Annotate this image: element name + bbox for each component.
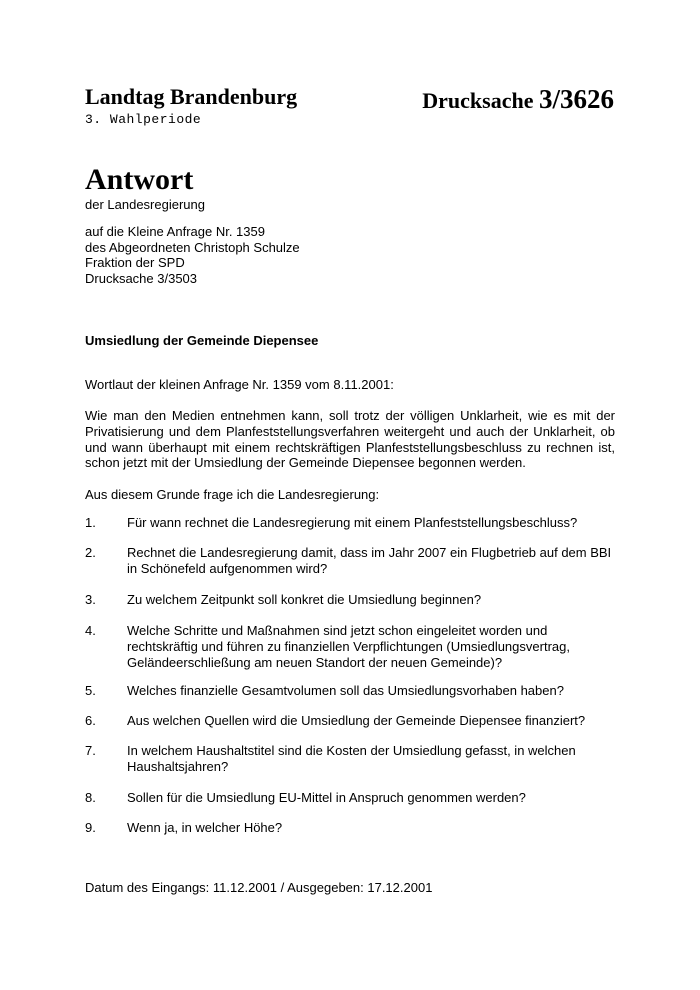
question-text: Aus welchen Quellen wird die Umsiedlung der Gemeinde Diepensee finanziert? xyxy=(127,713,586,728)
question-number: 9. xyxy=(85,820,96,835)
question-number: 6. xyxy=(85,713,96,728)
question-text: Welche Schritte und Maßnahmen sind jetzt schon eingeleitet worden und rechtskräftig und führen zu finanziellen Verpflichtungen (Umsiedlungsvertrag, Geländeerschließung am neuen Standort der neuen Gemeinde)? xyxy=(127,623,570,670)
question-text: Welches finanzielle Gesamtvolumen soll das Umsiedlungsvorhaben haben? xyxy=(127,683,564,698)
question-item xyxy=(85,623,615,670)
question-lead: Aus diesem Grunde frage ich die Landesregierung: xyxy=(85,487,380,502)
question-number: 2. xyxy=(85,545,96,560)
question-item xyxy=(85,743,615,775)
reference-line: des Abgeordneten Christoph Schulze xyxy=(85,239,300,255)
institution-name: Landtag Brandenburg xyxy=(85,84,298,109)
topic-heading: Umsiedlung der Gemeinde Diepensee xyxy=(85,333,319,348)
document-label: Drucksache xyxy=(422,88,534,113)
question-item xyxy=(85,683,615,699)
question-number: 1. xyxy=(85,515,96,530)
reference-line: Drucksache 3/3503 xyxy=(85,270,198,286)
question-item xyxy=(85,545,615,577)
question-text: Zu welchem Zeitpunkt soll konkret die Umsiedlung beginnen? xyxy=(127,592,482,607)
question-item xyxy=(85,515,615,531)
question-number: 7. xyxy=(85,743,96,758)
question-item xyxy=(85,820,615,836)
question-number: 3. xyxy=(85,592,96,607)
legislative-period: 3. Wahlperiode xyxy=(85,112,202,127)
document-number-heading xyxy=(422,84,614,115)
question-item xyxy=(85,713,615,729)
reference-line: Fraktion der SPD xyxy=(85,255,185,270)
page-subtitle: der Landesregierung xyxy=(85,197,205,212)
question-text: In welchem Haushaltstitel sind die Kosten der Umsiedlung gefasst, in welchen Haushaltsjahren? xyxy=(127,743,576,774)
document-number: 3/3626 xyxy=(538,84,614,114)
question-item xyxy=(85,592,615,608)
reference-line: auf die Kleine Anfrage Nr. 1359 xyxy=(85,224,265,239)
page-title: Antwort xyxy=(85,163,194,196)
question-text: Sollen für die Umsiedlung EU-Mittel in Anspruch genommen werden? xyxy=(127,790,526,805)
question-text: Rechnet die Landesregierung damit, dass im Jahr 2007 ein Flugbetrieb auf dem BBI in Schönefeld aufgenommen wird? xyxy=(127,545,612,576)
question-number: 4. xyxy=(85,623,96,638)
question-number: 5. xyxy=(85,683,96,698)
question-text: Für wann rechnet die Landesregierung mit einem Planfeststellungsbeschluss? xyxy=(127,515,578,530)
publication-dates: Datum des Eingangs: 11.12.2001 / Ausgegeben: 17.12.2001 xyxy=(85,880,433,895)
inquiry-paragraph: Wie man den Medien entnehmen kann, soll trotz der völligen Unklarheit, wie es mit der Privatisierung und dem Planfeststellungsverfahren weitergeht und auch der Unklarheit, ob und wann überhaupt mit einem rechtskräftigen Planfeststellungsbeschluss zu rechnen ist, schon jetzt mit der Umsiedlung der Gemeinde Diepensee begonnen werden. xyxy=(85,408,615,471)
inquiry-reference xyxy=(85,224,300,286)
question-item xyxy=(85,790,615,806)
intro-line: Wortlaut der kleinen Anfrage Nr. 1359 vom 8.11.2001: xyxy=(85,377,394,392)
question-number: 8. xyxy=(85,790,96,805)
question-text: Wenn ja, in welcher Höhe? xyxy=(127,820,283,835)
